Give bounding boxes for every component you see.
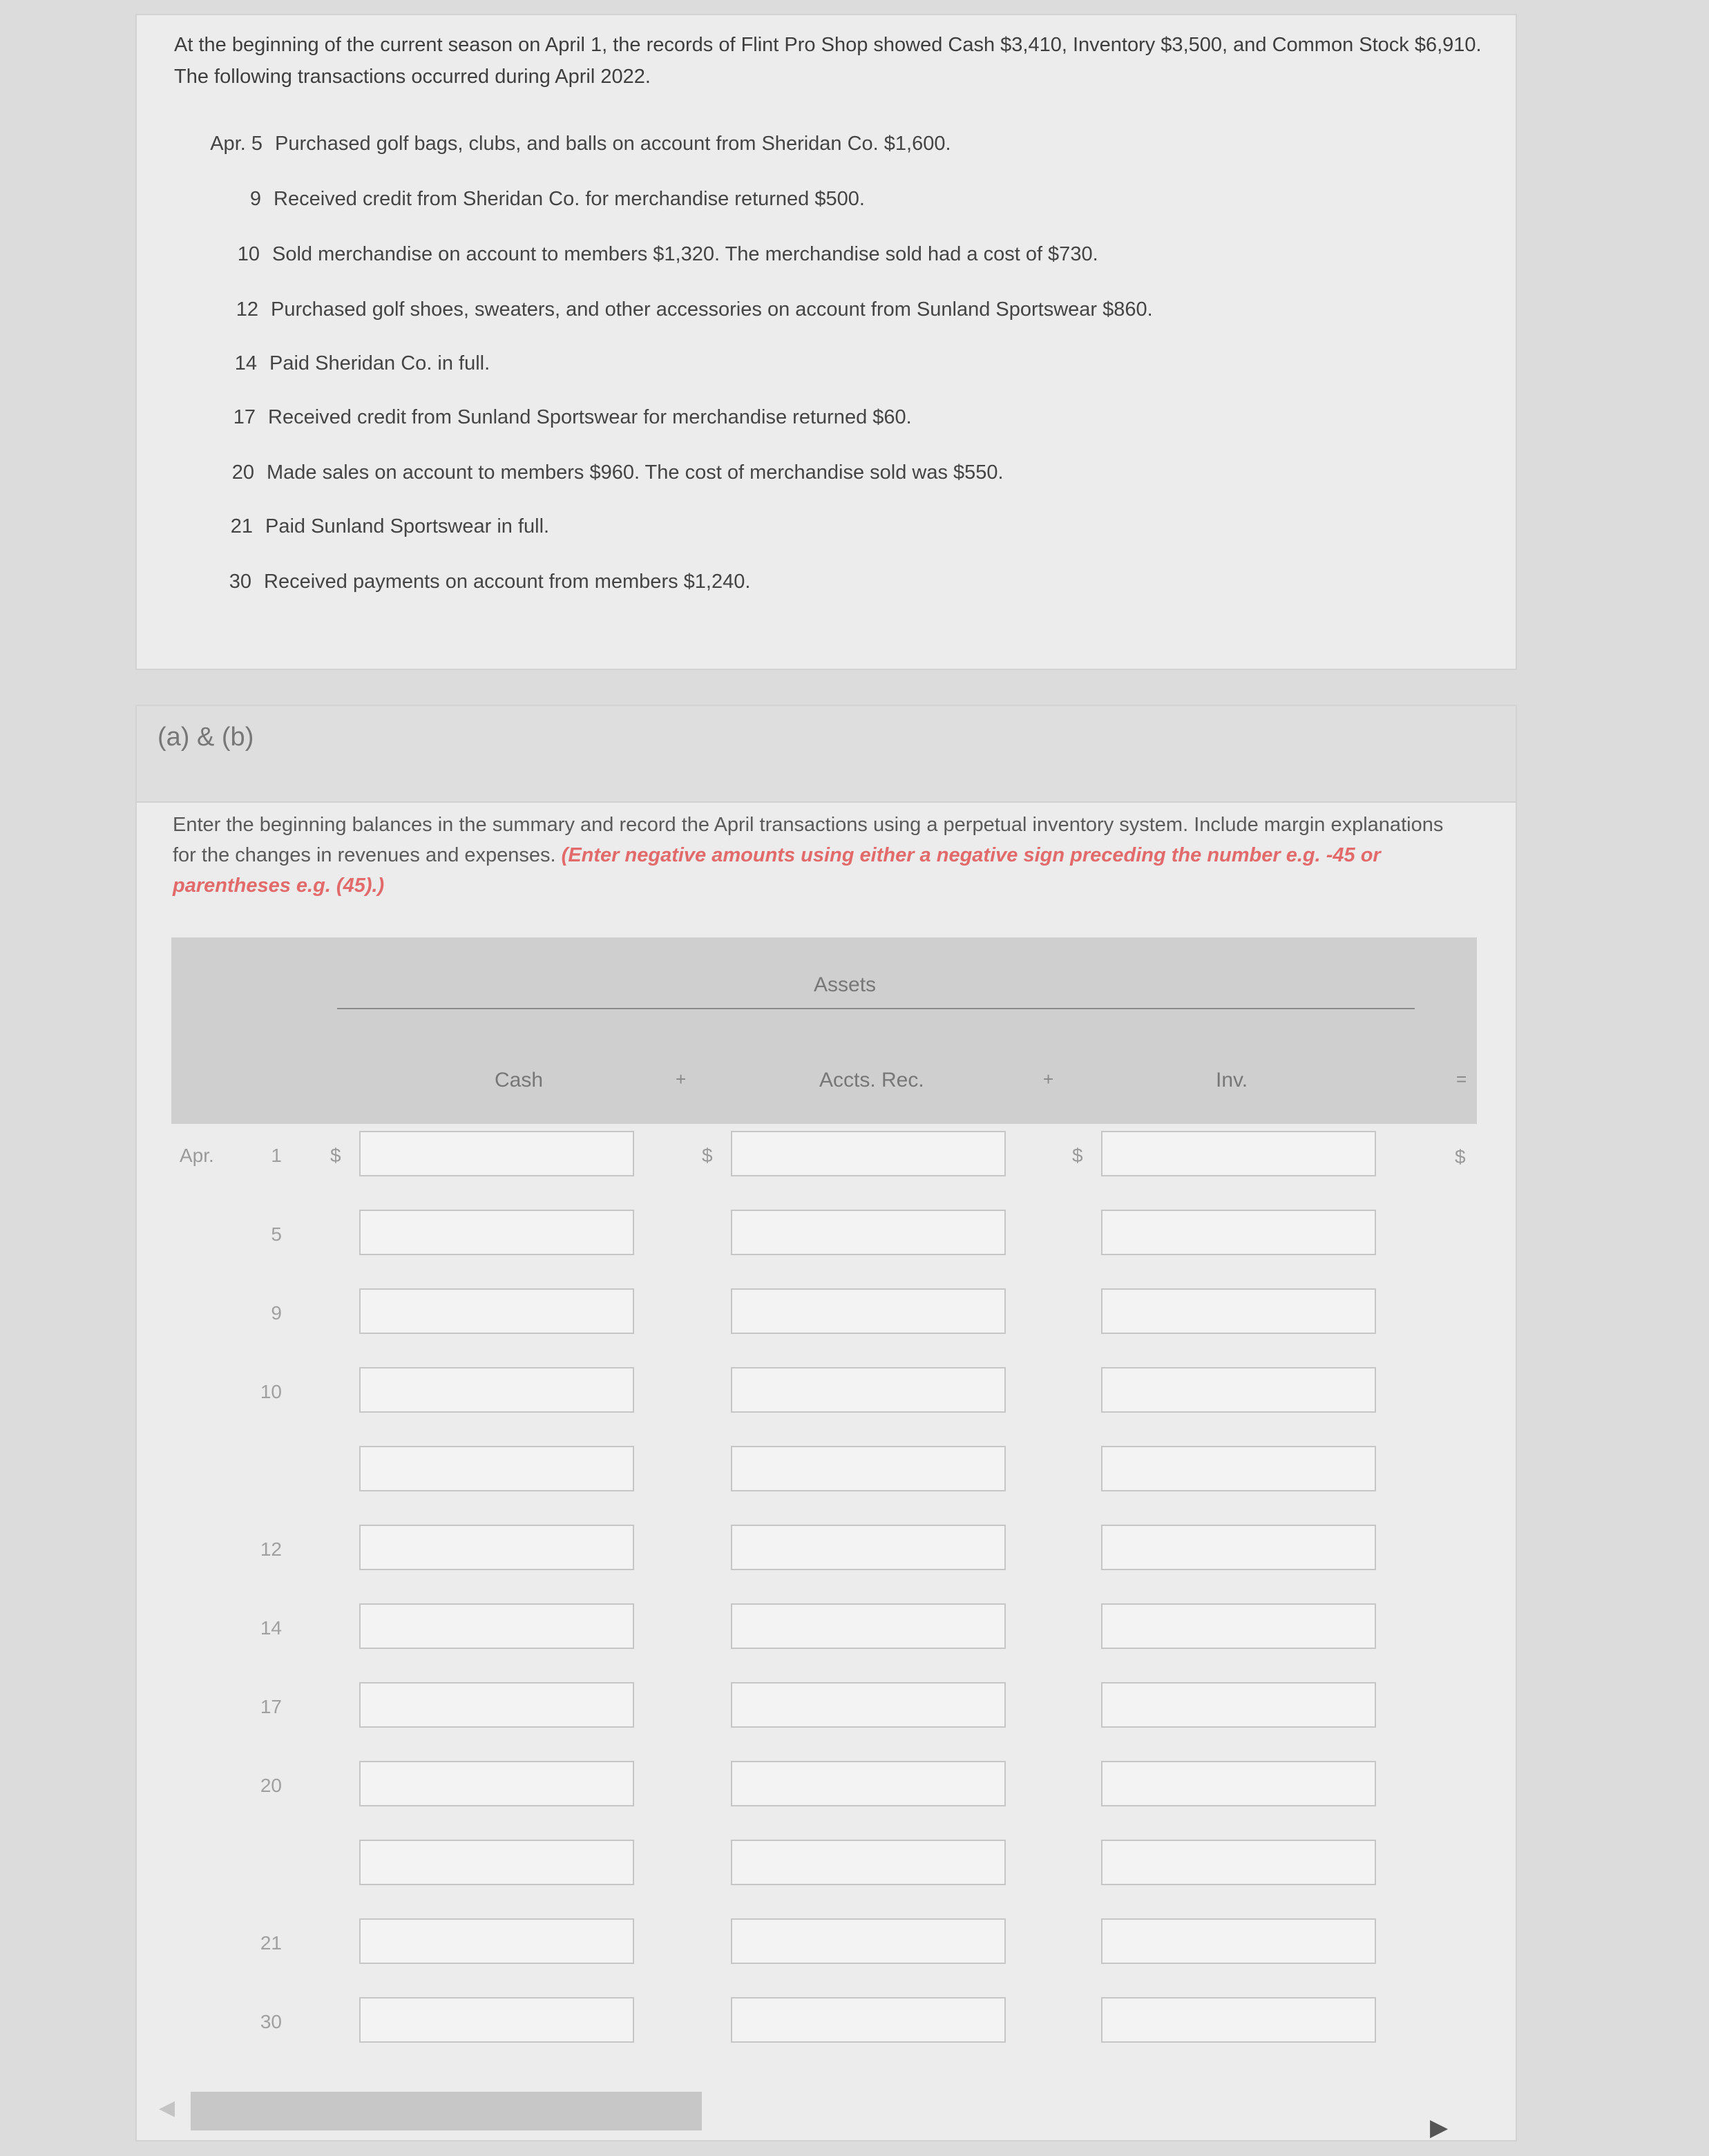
operator-plus-2: + (1043, 1069, 1054, 1089)
inventory-input[interactable] (1101, 1603, 1376, 1649)
accts-rec-input[interactable] (731, 1682, 1006, 1728)
accts-rec-input[interactable] (731, 1603, 1006, 1649)
inventory-input[interactable] (1101, 1761, 1376, 1806)
transaction-text: Paid Sheridan Co. in full. (269, 352, 490, 374)
accts-rec-input[interactable] (731, 1525, 1006, 1570)
section-label: (a) & (b) (157, 723, 254, 752)
row-date: 1 (271, 1145, 282, 1166)
operator-plus-1: + (676, 1069, 687, 1089)
cash-input[interactable] (359, 1997, 634, 2043)
column-inventory: Inv. (1216, 1069, 1248, 1091)
transaction-text: Purchased golf bags, clubs, and balls on account from Sheridan Co. $1,600. (275, 133, 951, 155)
cash-input[interactable] (359, 1525, 634, 1570)
currency-symbol: $ (702, 1145, 713, 1166)
inventory-input[interactable] (1101, 1288, 1376, 1334)
transaction-date: Apr. 5 (210, 133, 262, 155)
transaction-text: Sold merchandise on account to members $1,320. The merchandise sold had a cost of $730. (272, 243, 1098, 265)
accts-rec-input[interactable] (731, 1997, 1006, 2043)
cash-input[interactable] (359, 1918, 634, 1964)
row-date: 17 (260, 1696, 282, 1717)
transaction-date: 21 (230, 515, 253, 537)
transaction-text: Received payments on account from members $1,240. (264, 571, 751, 593)
cash-input[interactable] (359, 1210, 634, 1255)
inventory-input[interactable] (1101, 1525, 1376, 1570)
accts-rec-input[interactable] (731, 1840, 1006, 1885)
section-header (137, 706, 1516, 803)
currency-symbol: $ (1072, 1145, 1083, 1166)
instructions-text: Enter the beginning balances in the summary and record the April transactions using a perpetual inventory system. Include margin explanations for the changes in revenues and expenses. (173, 814, 1444, 866)
cash-input[interactable] (359, 1446, 634, 1491)
accts-rec-input[interactable] (731, 1210, 1006, 1255)
accts-rec-input[interactable] (731, 1131, 1006, 1176)
inventory-input[interactable] (1101, 1682, 1376, 1728)
horizontal-scrollbar[interactable] (191, 2092, 702, 2130)
assets-header: Assets (814, 973, 877, 996)
cash-input[interactable] (359, 1288, 634, 1334)
answer-panel (135, 705, 1517, 2141)
left-arrow-icon[interactable]: ◀ (159, 2097, 175, 2119)
inventory-input[interactable] (1101, 1840, 1376, 1885)
transaction-text: Made sales on account to members $960. The cost of merchandise sold was $550. (267, 461, 1004, 484)
row-month: Apr. (180, 1145, 214, 1166)
cash-input[interactable] (359, 1682, 634, 1728)
currency-symbol: $ (1455, 1146, 1466, 1167)
row-date: 12 (260, 1538, 282, 1560)
problem-intro: At the beginning of the current season on April 1, the records of Flint Pro Shop showed Cash $3,410, Inventory $3,500, and Common Stock $6,910. The following transactions occurred during April 2022. (174, 34, 1482, 88)
inventory-input[interactable] (1101, 1997, 1376, 2043)
operator-equals: = (1456, 1069, 1467, 1089)
cash-input[interactable] (359, 1840, 634, 1885)
cash-input[interactable] (359, 1761, 634, 1806)
instructions (173, 810, 1471, 901)
transaction-text: Purchased golf shoes, sweaters, and other accessories on account from Sunland Sportswear $860. (271, 298, 1153, 321)
problem-panel (135, 14, 1517, 670)
accts-rec-input[interactable] (731, 1761, 1006, 1806)
accts-rec-input[interactable] (731, 1367, 1006, 1413)
inventory-input[interactable] (1101, 1210, 1376, 1255)
transaction-text: Received credit from Sheridan Co. for merchandise returned $500. (274, 188, 865, 210)
row-date: 30 (260, 2011, 282, 2032)
transaction-date: 17 (233, 406, 256, 428)
instructions-warning: (Enter negative amounts using either a negative sign preceding the number e.g. -45 or parentheses e.g. (45).) (173, 844, 1381, 897)
transaction-date: 14 (234, 352, 257, 374)
right-arrow-icon[interactable]: ▶ (1430, 2115, 1449, 2141)
table-header (171, 937, 1477, 1124)
transaction-date: 12 (236, 298, 258, 321)
column-cash: Cash (495, 1069, 544, 1091)
cash-input[interactable] (359, 1367, 634, 1413)
transaction-text: Received credit from Sunland Sportswear for merchandise returned $60. (268, 406, 912, 428)
row-date: 9 (271, 1302, 282, 1324)
transaction-date: 30 (229, 571, 251, 593)
transaction-date: 9 (249, 188, 261, 210)
transaction-text: Paid Sunland Sportswear in full. (265, 515, 550, 537)
row-date: 10 (260, 1381, 282, 1402)
column-accts-rec: Accts. Rec. (819, 1069, 924, 1091)
accts-rec-input[interactable] (731, 1446, 1006, 1491)
cash-input[interactable] (359, 1603, 634, 1649)
row-date: 14 (260, 1617, 282, 1639)
row-date: 21 (260, 1932, 282, 1954)
accts-rec-input[interactable] (731, 1918, 1006, 1964)
transaction-date: 20 (231, 461, 254, 484)
inventory-input[interactable] (1101, 1131, 1376, 1176)
transaction-date: 10 (237, 243, 260, 265)
row-date: 5 (271, 1223, 282, 1245)
row-date: 20 (260, 1775, 282, 1796)
inventory-input[interactable] (1101, 1367, 1376, 1413)
inventory-input[interactable] (1101, 1918, 1376, 1964)
accts-rec-input[interactable] (731, 1288, 1006, 1334)
currency-symbol: $ (330, 1145, 341, 1166)
cash-input[interactable] (359, 1131, 634, 1176)
inventory-input[interactable] (1101, 1446, 1376, 1491)
assets-underline (337, 1008, 1415, 1009)
